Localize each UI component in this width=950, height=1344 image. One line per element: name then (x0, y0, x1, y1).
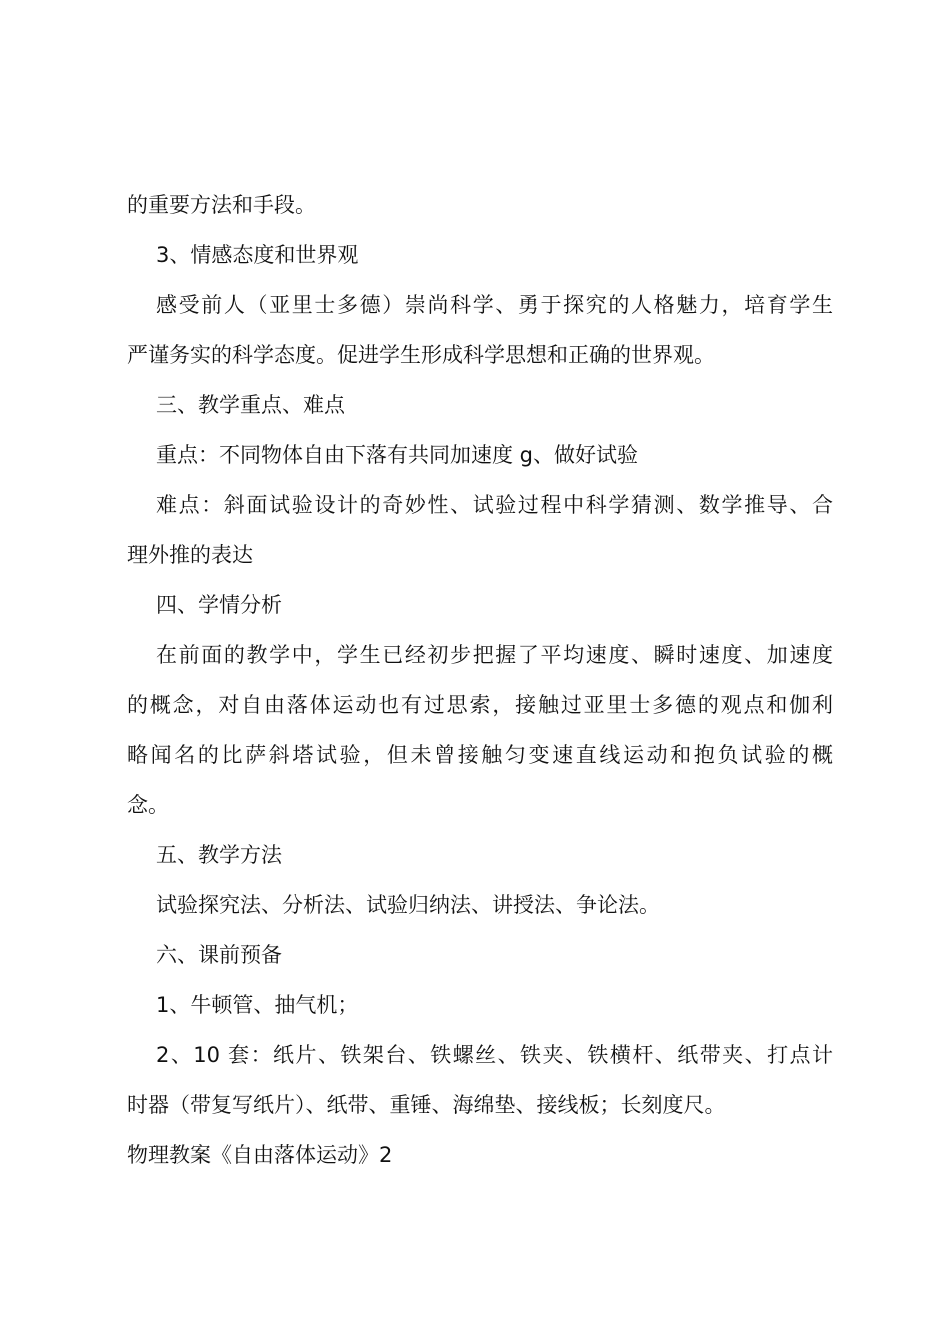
heading-preparation (127, 930, 833, 980)
text-line: 试验探究法、分析法、试验归纳法、讲授法、争论法。 (156, 893, 660, 917)
text-line: 严谨务实的科学态度。促进学生形成科学思想和正确的世界观。 (127, 343, 715, 367)
text-line: 六、课前预备 (156, 943, 282, 967)
heading-key-points (127, 380, 833, 430)
paragraph-teaching-methods (127, 880, 833, 930)
text-line: 略闻名的比萨斜塔试验，但未曾接触匀变速直线运动和抱负试验的概 (127, 743, 833, 767)
paragraph-student-analysis (127, 630, 833, 830)
text-line: 的概念，对自由落体运动也有过思索，接触过亚里士多德的观点和伽利 (127, 693, 833, 717)
paragraph-continuation (127, 180, 833, 230)
text-line: 重点：不同物体自由下落有共同加速度 g、做好试验 (156, 443, 639, 467)
text-line: 物理教案《自由落体运动》2 (127, 1143, 393, 1167)
text-line: 在前面的教学中，学生已经初步把握了平均速度、瞬时速度、加速度 (156, 643, 833, 667)
next-section-title (127, 1130, 833, 1180)
heading-emotion-attitude (127, 230, 833, 280)
text-line: 3、情感态度和世界观 (156, 243, 359, 267)
text-line: 五、教学方法 (156, 843, 282, 867)
list-item-preparation-1 (127, 980, 833, 1030)
text-line: 四、学情分析 (156, 593, 282, 617)
text-line: 三、教学重点、难点 (156, 393, 345, 417)
text-line: 感受前人（亚里士多德）崇尚科学、勇于探究的人格魅力，培育学生 (156, 293, 833, 317)
text-line: 难点：斜面试验设计的奇妙性、试验过程中科学猜测、数学推导、合 (156, 493, 833, 517)
document-body (127, 180, 833, 1180)
paragraph-emotion-goal (127, 280, 833, 380)
text-line: 时器（带复写纸片）、纸带、重锤、海绵垫、接线板；长刻度尺。 (127, 1093, 726, 1117)
text-line: 念。 (127, 793, 169, 817)
paragraph-key-point (127, 430, 833, 480)
text-line: 理外推的表达 (127, 543, 253, 567)
text-line: 1、牛顿管、抽气机； (156, 993, 359, 1017)
paragraph-difficult-point (127, 480, 833, 580)
text-line: 2、10 套：纸片、铁架台、铁螺丝、铁夹、铁横杆、纸带夹、打点计 (156, 1043, 833, 1067)
text-line: 的重要方法和手段。 (127, 193, 316, 217)
heading-student-analysis (127, 580, 833, 630)
heading-teaching-methods (127, 830, 833, 880)
list-item-preparation-2 (127, 1030, 833, 1130)
